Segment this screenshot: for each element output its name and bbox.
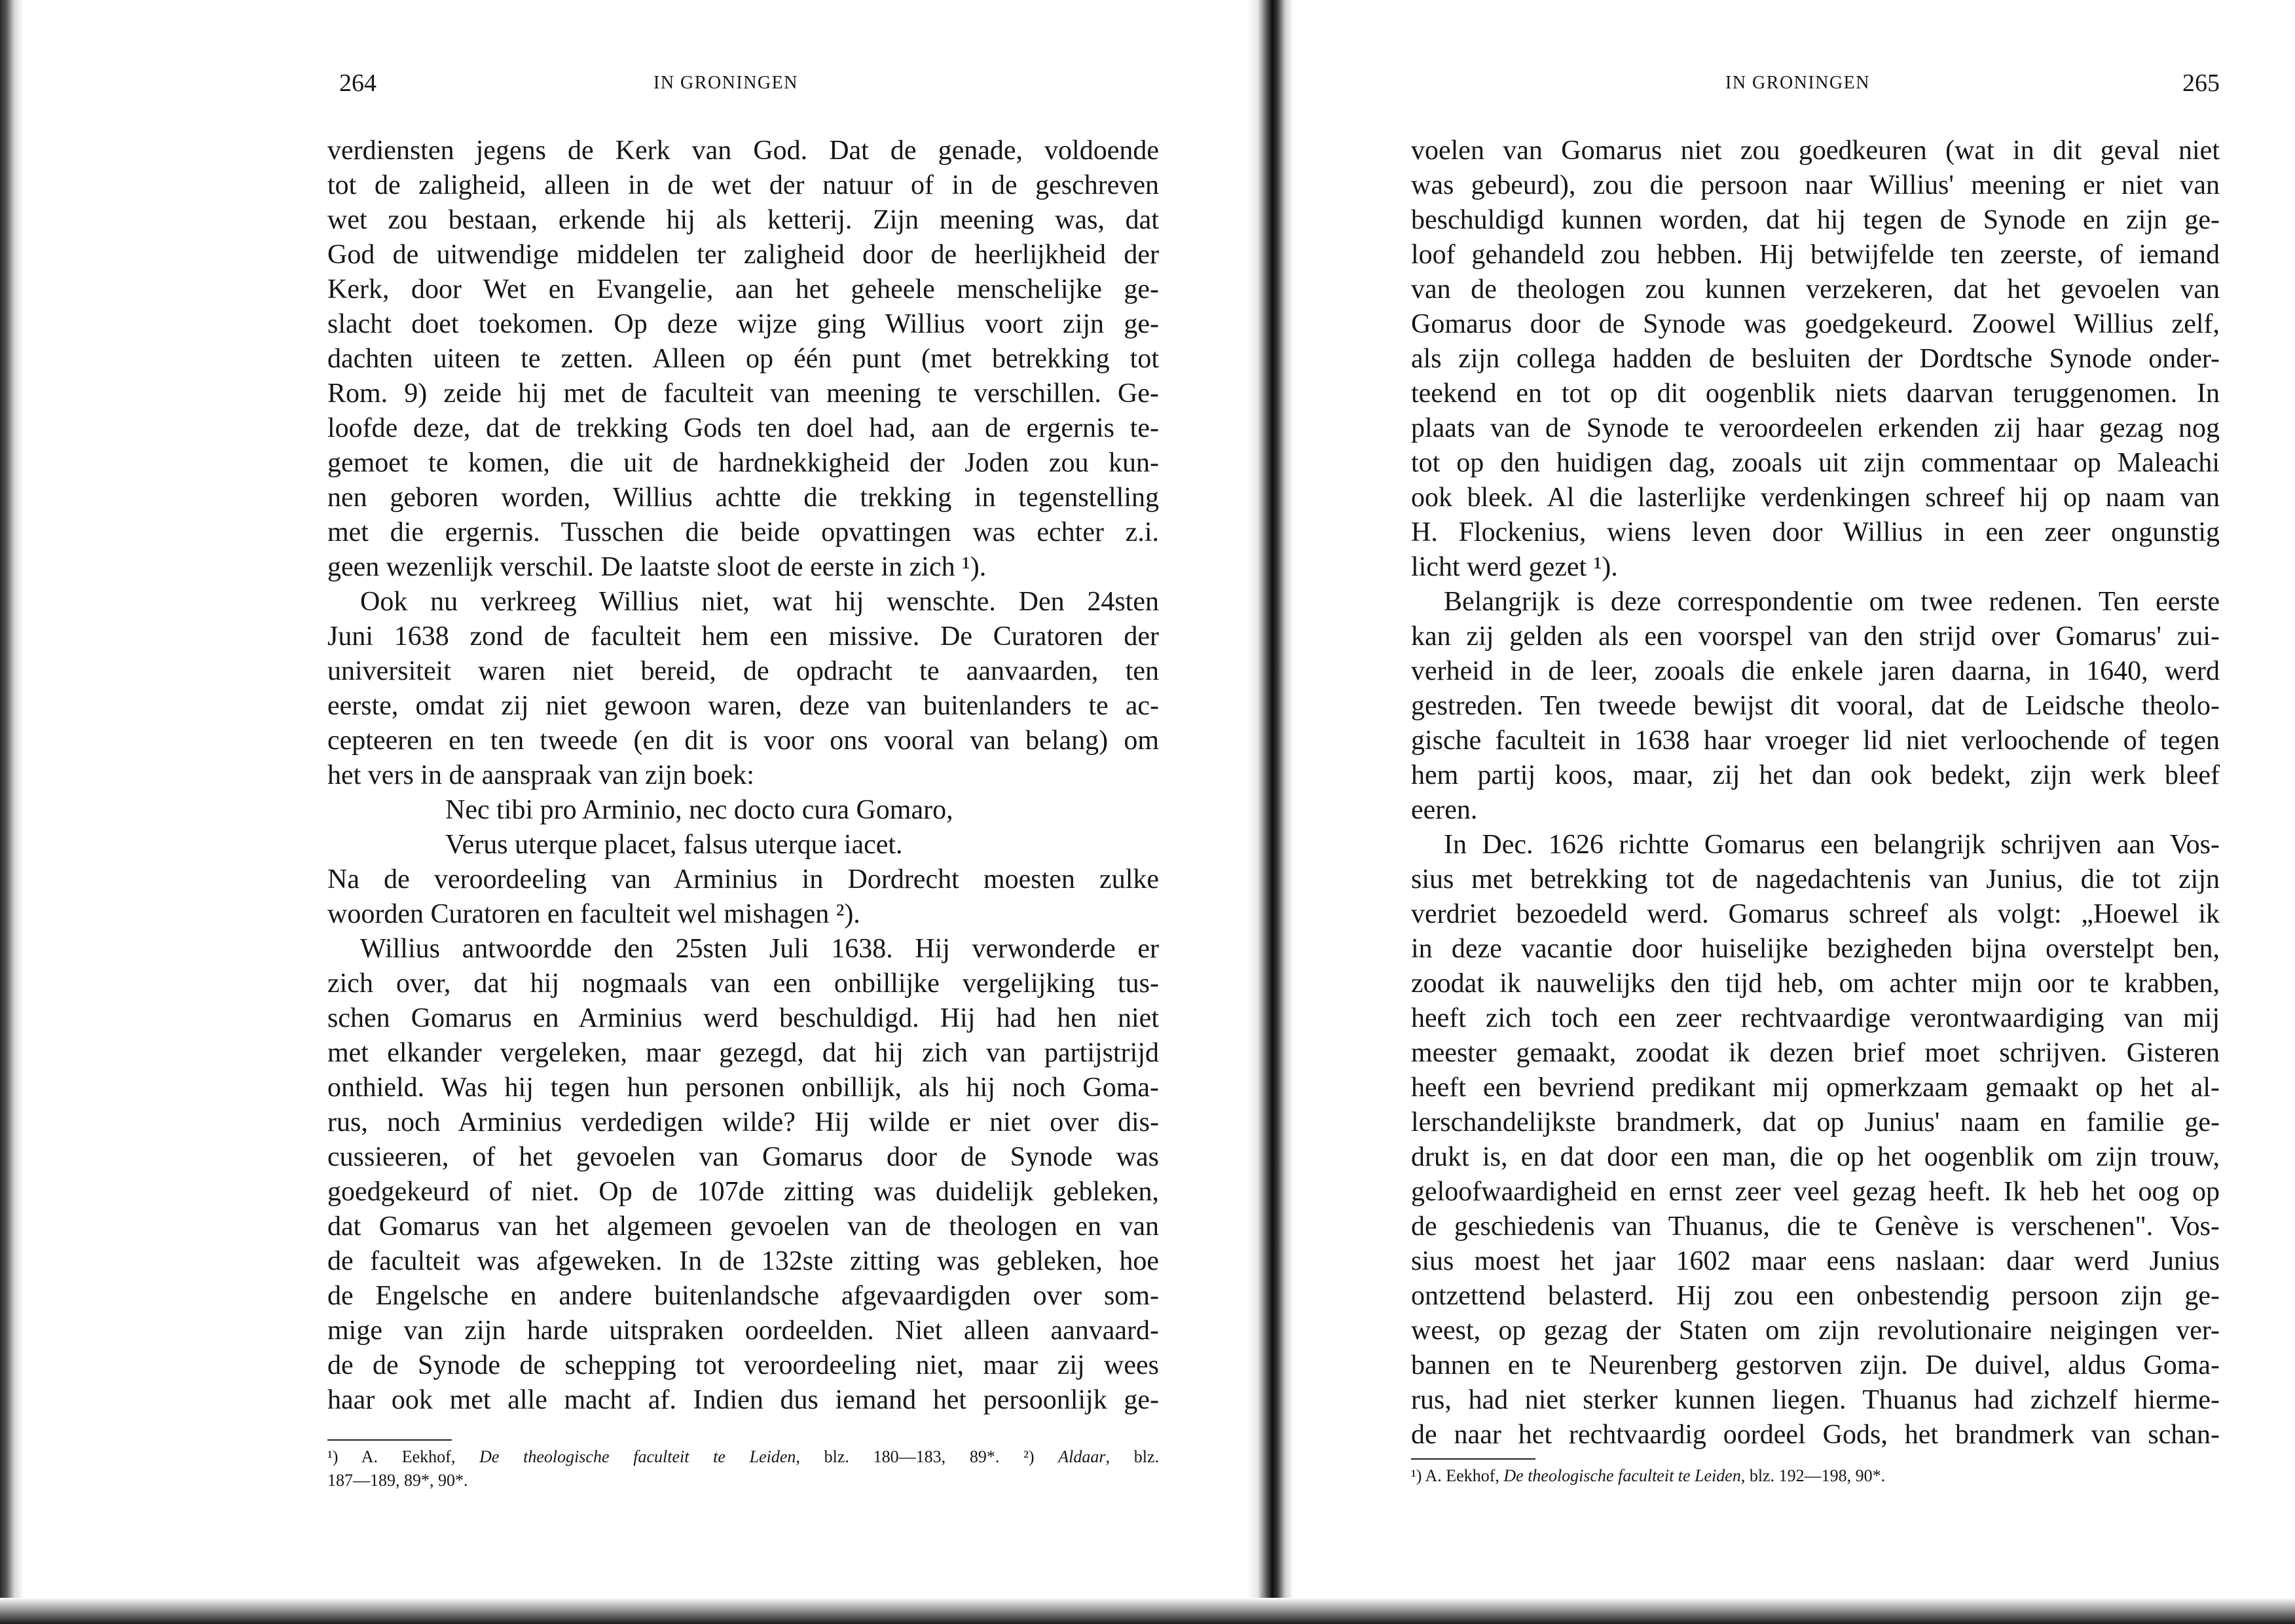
text-line: meester gemaakt, zoodat ik dezen brief moet schrijven. Gisteren [1411,1038,2220,1068]
text-line: tot de zaligheid, alleen in de wet der natuur of in de geschreven [327,170,1159,200]
footnote-line: 187—189, 89*, 90*. [327,1471,468,1490]
footnote-rule [1411,1458,1535,1460]
text-line: heeft zich toch een zeer rechtvaardige verontwaardiging van mij [1411,1003,2220,1033]
text-line: de naar het rechtvaardig oordeel Gods, het brandmerk van schan- [1411,1420,2220,1450]
footnote-line: ¹) A. Eekhof, De theologische faculteit te Leiden, blz. 180—183, 89*. ²) Aldaar, blz. [327,1447,1160,1466]
running-head: IN GRONINGEN [1725,73,1870,93]
scan-edge-left [0,0,24,1624]
text-line: universiteit waren niet bereid, de opdracht te aanvaarden, ten [327,656,1159,686]
footnote-line: ¹) A. Eekhof, De theologische faculteit te Leiden, blz. 192—198, 90*. [1411,1466,1886,1485]
text-line: de de Synode de schepping tot veroordeeling niet, maar zij wees [327,1350,1159,1380]
text-line: schen Gomarus en Arminius werd beschuldigd. Hij had hen niet [327,1003,1159,1033]
text-line: eerste, omdat zij niet gewoon waren, deze van buitenlanders te ac- [327,691,1159,721]
text-line: zoodat ik nauwelijks den tijd heb, om achter mijn oor te krabben, [1411,969,2220,999]
text-line: goedgekeurd of niet. Op de 107de zitting was duidelijk gebleken, [327,1177,1159,1207]
text-line: wet zou bestaan, erkende hij als ketterij. Zijn meening was, dat [327,205,1159,235]
text-line: Belangrijk is deze correspondentie om twee redenen. Ten eerste [1444,587,2220,617]
text-line: voelen van Gomarus niet zou goedkeuren (wat in dit geval niet [1411,136,2220,166]
text-line: Kerk, door Wet en Evangelie, aan het geheele menschelijke ge- [327,274,1159,304]
text-line: zich over, dat hij nogmaals van een onbillijke vergelijking tus- [327,969,1159,999]
right-page-header [1411,69,2220,101]
text-line: Na de veroordeeling van Arminius in Dordrecht moesten zulke [327,864,1159,895]
text-line: was gebeurd), zou die persoon naar Willius' meening er niet van [1411,170,2220,200]
text-line: in deze vacantie door huiselijke bezigheden bijna overstelpt ben, [1411,934,2220,964]
text-line: Ook nu verkreeg Willius niet, wat hij wenschte. Den 24sten [360,587,1159,617]
text-line: H. Flockenius, wiens leven door Willius in een zeer ongunstig [1411,517,2220,547]
text-line: eeren. [1411,795,1478,825]
text-line: beschuldigd kunnen worden, dat hij tegen de Synode en zijn ge- [1411,205,2220,235]
text-line: loof gehandeld zou hebben. Hij betwijfelde ten zeerste, of iemand [1411,240,2220,270]
text-line: met die ergernis. Tusschen die beide opvattingen was echter z.i. [327,517,1159,547]
text-line: het vers in de aanspraak van zijn boek: [327,760,754,790]
text-line: gestreden. Ten tweede bewijst dit vooral, dat de Leidsche theolo- [1411,691,2220,721]
text-line: cepteeren en ten tweede (en dit is voor ons vooral van belang) om [327,726,1159,756]
text-line: de geschiedenis van Thuanus, die te Genève is verschenen". Vos- [1411,1211,2220,1242]
scan-edge-bottom [0,1598,2295,1624]
text-line: verdriet bezoedeld werd. Gomarus schreef als volgt: „Hoewel ik [1411,899,2220,929]
text-line: Juni 1638 zond de faculteit hem een missive. De Curatoren der [327,621,1159,652]
text-line: onthield. Was hij tegen hun personen onbillijk, als hij noch Goma- [327,1073,1159,1103]
text-line: tot op den huidigen dag, zooals uit zijn commentaar op Maleachi [1411,448,2220,478]
text-line: plaats van de Synode te veroordeelen erkenden zij haar gezag nog [1411,413,2220,443]
running-head: IN GRONINGEN [653,73,798,93]
text-line: mige van zijn harde uitspraken oordeelden. Niet alleen aanvaard- [327,1316,1159,1346]
text-line: woorden Curatoren en faculteit wel mishagen ²). [327,899,860,929]
page-number: 265 [2182,69,2220,97]
text-line: heeft een bevriend predikant mij opmerkzaam gemaakt op het al- [1411,1073,2220,1103]
text-line: geloofwaardigheid en ernst zeer veel gezag heeft. Ik heb het oog op [1411,1177,2220,1207]
text-line: gische faculteit in 1638 haar vroeger lid niet verloochende of tegen [1411,726,2220,756]
left-footnotes [327,1445,1159,1492]
left-page-header [327,69,1159,101]
text-line: van de theologen zou kunnen verzekeren, dat het gevoelen van [1411,274,2220,304]
text-line: Willius antwoordde den 25sten Juli 1638. Hij verwonderde er [360,934,1159,964]
page-number: 264 [339,69,376,97]
left-page [327,0,1159,1598]
book-gutter [1247,0,1293,1624]
text-line: drukt is, en dat door een man, die op het oogenblik om zijn trouw, [1411,1142,2220,1172]
footnote-rule [327,1439,452,1441]
right-footnotes [1411,1464,2220,1488]
text-line: verheid in de leer, zooals die enkele jaren daarna, in 1640, werd [1411,656,2220,686]
left-page-body [327,134,1159,1418]
text-line: rus, noch Arminius verdedigen wilde? Hij wilde er niet over dis- [327,1107,1159,1137]
text-line: Gomarus door de Synode was goedgekeurd. Zoowel Willius zelf, [1411,309,2220,339]
text-line: ontzettend belasterd. Hij zou een onbestendig persoon zijn ge- [1411,1281,2220,1311]
text-line: hem partij koos, maar, zij het dan ook bedekt, zijn werk bleef [1411,760,2220,790]
text-line: dat Gomarus van het algemeen gevoelen van de theologen en van [327,1211,1159,1242]
text-line: nen geboren worden, Willius achtte die trekking in tegenstelling [327,483,1159,513]
text-line: slacht doet toekomen. Op deze wijze ging Willius voort zijn ge- [327,309,1159,339]
text-line: Nec tibi pro Arminio, nec docto cura Gomaro, [445,795,953,825]
text-line: met elkander vergeleken, maar gezegd, dat hij zich van partijstrijd [327,1038,1159,1068]
right-page-body [1411,134,2220,1452]
text-line: gemoet te komen, die uit de hardnekkigheid der Joden zou kun- [327,448,1159,478]
text-line: rus, had niet sterker kunnen liegen. Thuanus had zichzelf hierme- [1411,1385,2220,1415]
text-line: loofde deze, dat de trekking Gods ten doel had, aan de ergernis te- [327,413,1159,443]
text-line: cussieeren, of het gevoelen van Gomarus door de Synode was [327,1142,1159,1172]
text-line: sius moest het jaar 1602 maar eens naslaan: daar werd Junius [1411,1246,2220,1276]
text-line: weest, op gezag der Staten om zijn revolutionaire neigingen ver- [1411,1316,2220,1346]
text-line: dachten uiteen te zetten. Alleen op één punt (met betrekking tot [327,344,1159,374]
text-line: de faculteit was afgeweken. In de 132ste zitting was gebleken, hoe [327,1246,1159,1276]
text-line: Verus uterque placet, falsus uterque iacet. [445,830,903,860]
text-line: bannen en te Neurenberg gestorven zijn. De duivel, aldus Goma- [1411,1350,2220,1380]
text-line: kan zij gelden als een voorspel van den strijd over Gomarus' zui- [1411,621,2220,652]
text-line: lerschandelijkste brandmerk, dat op Junius' naam en familie ge- [1411,1107,2220,1137]
text-line: geen wezenlijk verschil. De laatste sloot de eerste in zich ¹). [327,552,987,582]
right-page [1411,0,2220,1598]
text-line: haar ook met alle macht af. Indien dus iemand het persoonlijk ge- [327,1385,1159,1415]
text-line: Rom. 9) zeide hij met de faculteit van meening te verschillen. Ge- [327,378,1159,409]
text-line: sius met betrekking tot de nagedachtenis van Junius, die tot zijn [1411,864,2220,895]
text-line: de Engelsche en andere buitenlandsche afgevaardigden over som- [327,1281,1159,1311]
text-line: In Dec. 1626 richtte Gomarus een belangrijk schrijven aan Vos- [1444,830,2220,860]
text-line: als zijn collega hadden de besluiten der Dordtsche Synode onder- [1411,344,2220,374]
text-line: God de uitwendige middelen ter zaligheid door de heerlijkheid der [327,240,1159,270]
text-line: ook bleek. Al die lasterlijke verdenkingen schreef hij op naam van [1411,483,2220,513]
text-line: licht werd gezet ¹). [1411,552,1618,582]
text-line: teekend en tot op dit oogenblik niets daarvan teruggenomen. In [1411,378,2220,409]
text-line: verdiensten jegens de Kerk van God. Dat de genade, voldoende [327,136,1159,166]
